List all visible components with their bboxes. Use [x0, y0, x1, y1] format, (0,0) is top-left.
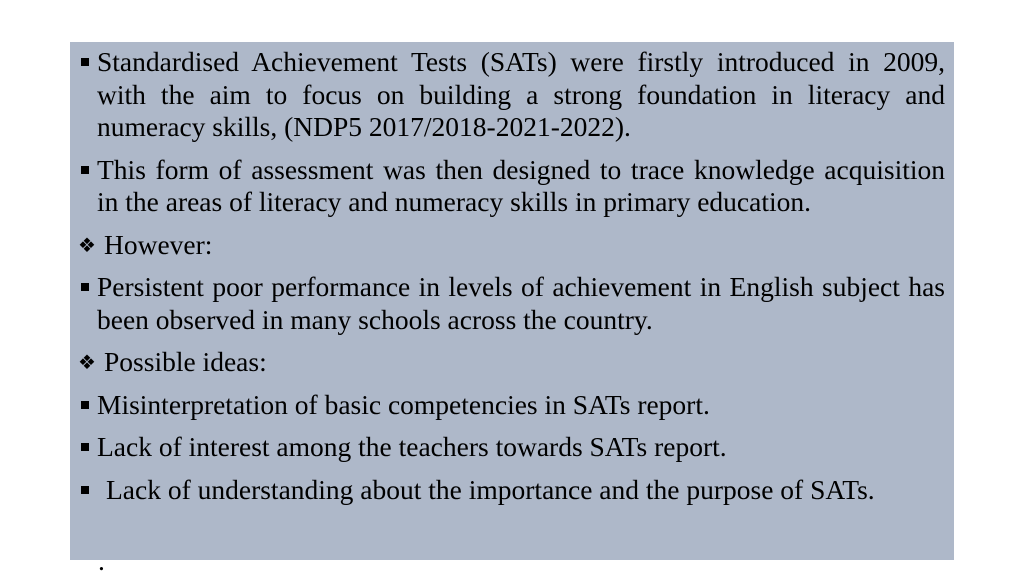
list-item-text: Lack of understanding about the importance and the purpose of SATs. [106, 473, 875, 505]
list-item-text: This form of assessment was then designed to trace knowledge acquisition in the areas of literacy and numeracy skills in primary education. [97, 153, 945, 217]
list-item-lack-of-interest [78, 431, 945, 464]
list-item-sats-introduction [78, 46, 945, 144]
square-bullet-icon [81, 486, 89, 494]
list-item-misinterpretation [78, 389, 945, 422]
list-heading-text: Possible ideas: [104, 346, 267, 377]
list-item-poor-performance [78, 271, 945, 336]
list-item-text: Standardised Achievement Tests (SATs) were firstly introduced in 2009, with the aim to focus on building a strong foundation in literacy and numeracy skills, (NDP5 2017/2018-2021-2022). [97, 46, 945, 142]
square-bullet-icon [81, 58, 89, 66]
square-bullet-icon [81, 443, 89, 451]
list-item-lack-of-understanding [78, 474, 945, 507]
trailing-period: . [98, 545, 105, 576]
content-panel [70, 42, 954, 560]
list-heading-however [78, 229, 945, 262]
list-heading-possible-ideas [78, 346, 945, 379]
list-item-text: Persistent poor performance in levels of achievement in English subject has been observed in many schools across the country. [97, 271, 945, 335]
square-bullet-icon [81, 401, 89, 409]
list-item-text: Misinterpretation of basic competencies in SATs report. [97, 388, 710, 420]
square-bullet-icon [81, 283, 89, 291]
square-bullet-icon [81, 166, 89, 174]
list-item-assessment-design [78, 154, 945, 219]
diamond-bullet-icon: ❖ [78, 350, 96, 374]
diamond-bullet-icon: ❖ [78, 232, 96, 257]
list-heading-text: However: [104, 228, 213, 260]
list-item-text: Lack of interest among the teachers towards SATs report. [97, 431, 727, 462]
bullet-list [78, 46, 945, 516]
